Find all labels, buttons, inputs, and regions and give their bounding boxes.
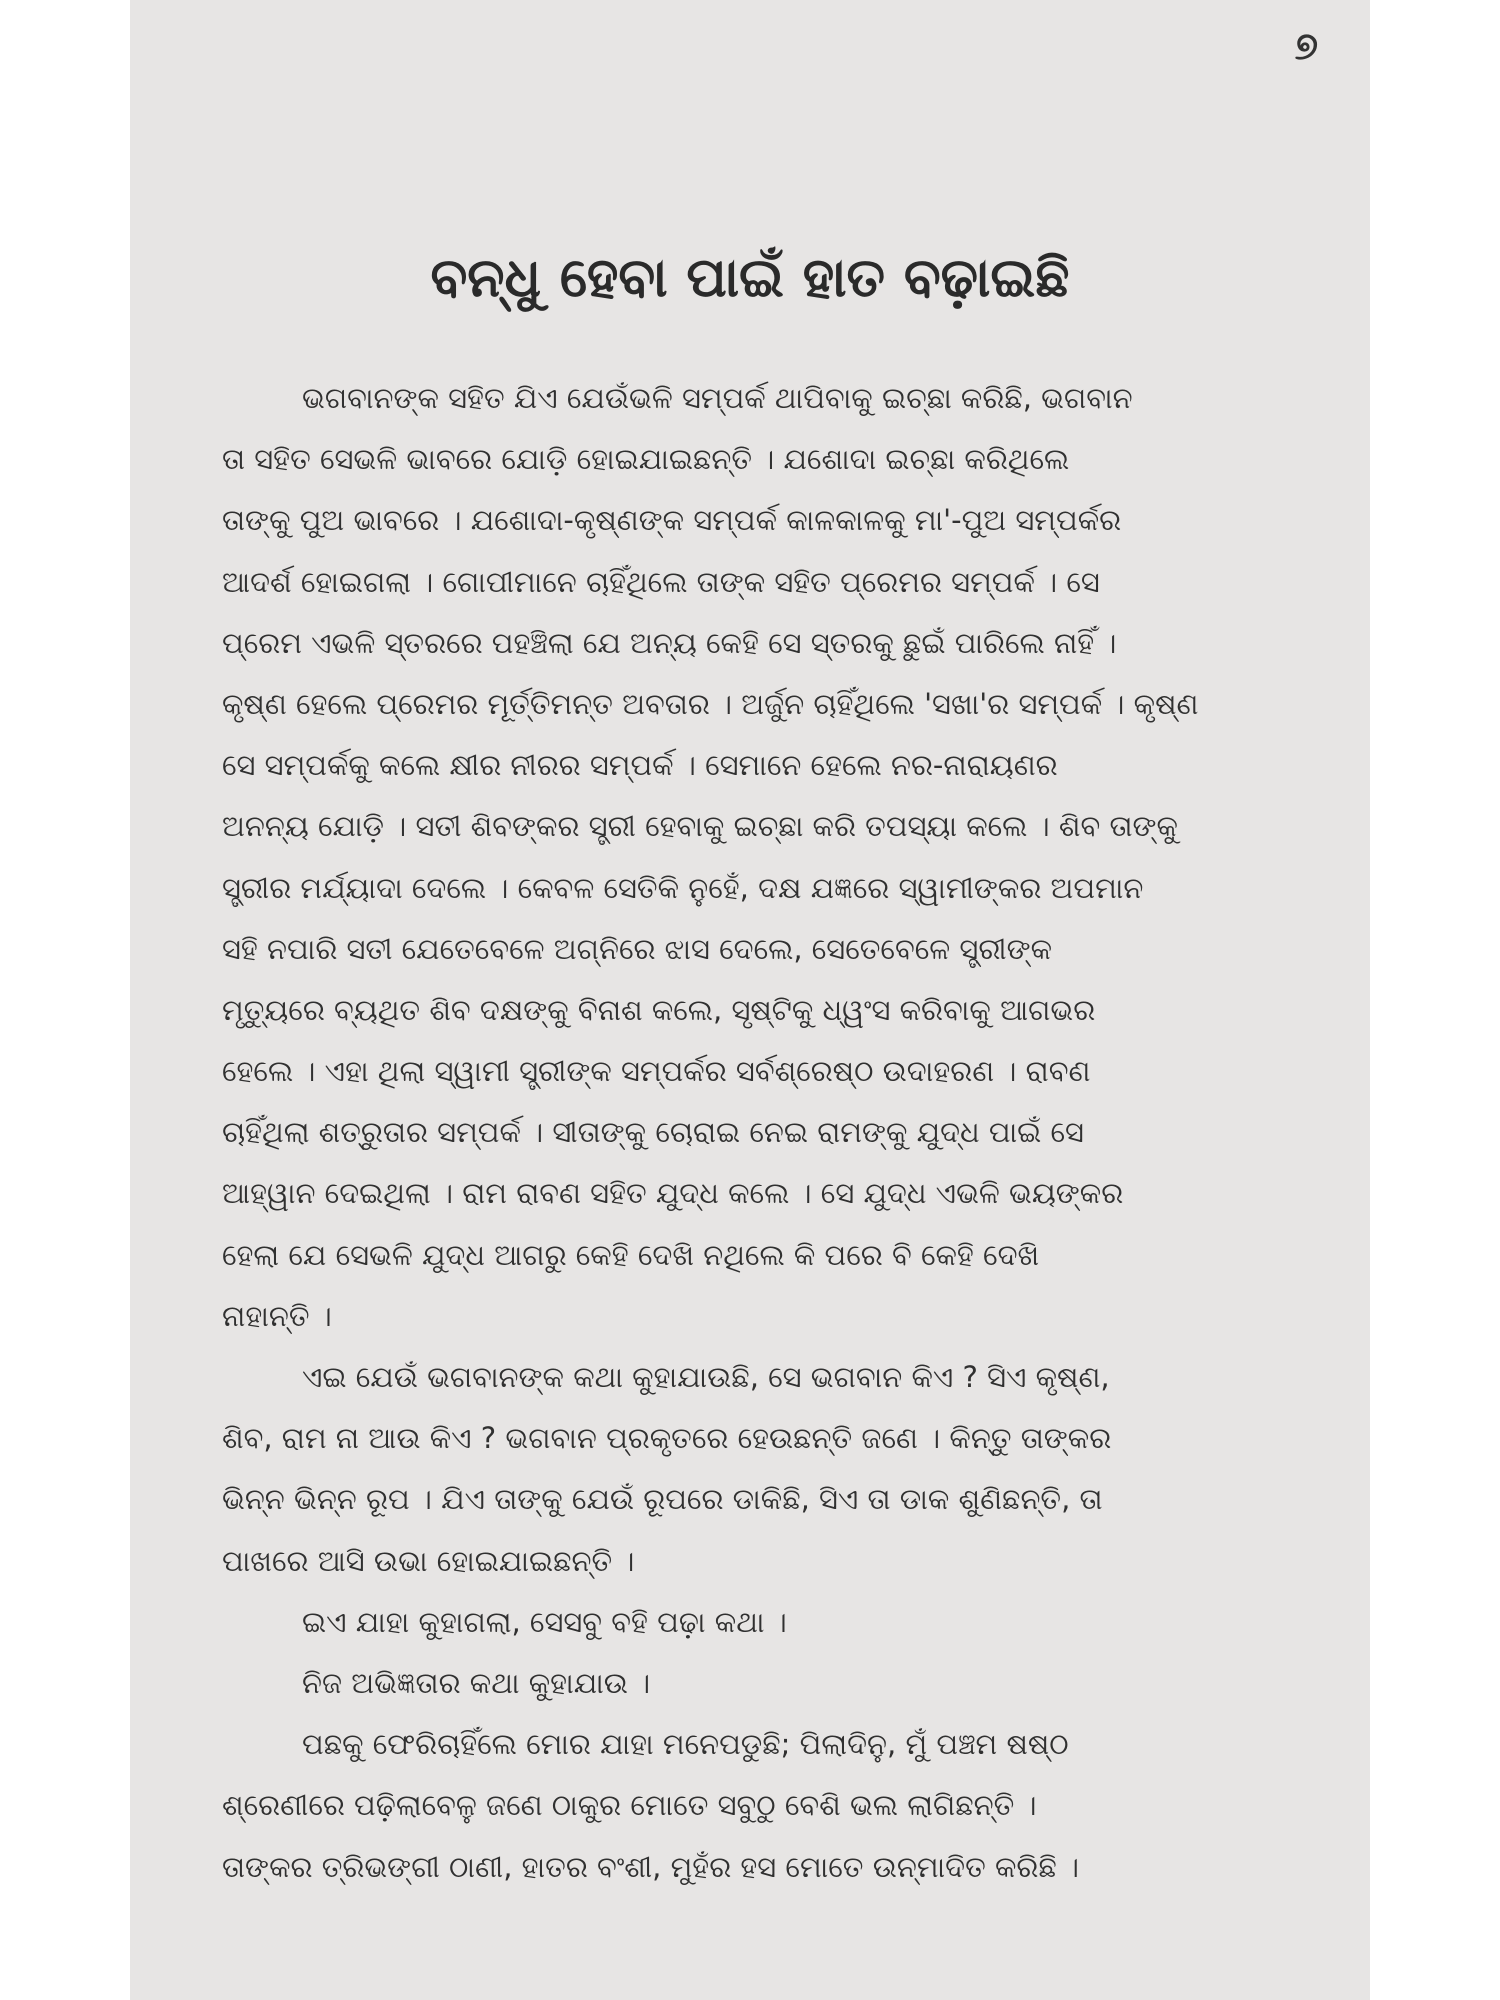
text-line: ପଛକୁ ଫେରିଚାହିଁଲେ ମୋର ଯାହା ମନେପଡୁଛି; ପିଲାଦିନୁ, ମୁଁ ପଞ୍ଚମ ଷଷ୍ଠ: [302, 1727, 1069, 1762]
text-line: ନାହାନ୍ତି ।: [222, 1298, 332, 1333]
chapter-title: ବନ୍ଧୁ ହେବା ପାଇଁ ହାତ ବଢ଼ାଇଛି: [430, 246, 1070, 309]
text-line: ହେଲେ । ଏହା ଥିଲା ସ୍ୱାମୀ ସ୍ତ୍ରୀଙ୍କ ସମ୍ପର୍କର ସର୍ବଶ୍ରେଷ୍ଠ ଉଦାହରଣ । ରାବଣ: [222, 1054, 1091, 1089]
text-line: ଅନନ୍ୟ ଯୋଡ଼ି । ସତୀ ଶିବଙ୍କର ସ୍ତ୍ରୀ ହେବାକୁ ଇଚ୍ଛା କରି ତପସ୍ୟା କଲେ । ଶିବ ତାଙ୍କୁ: [222, 809, 1178, 844]
text-line: ତାଙ୍କର ତ୍ରିଭଙ୍ଗୀ ଠାଣୀ, ହାତର ବଂଶୀ, ମୁହଁର ହସ ମୋତେ ଉନ୍ମାଦିତ କରିଛି ।: [222, 1849, 1080, 1884]
text-line: ତା ସହିତ ସେଭଳି ଭାବରେ ଯୋଡ଼ି ହୋଇଯାଇଛନ୍ତି । ଯଶୋଦା ଇଚ୍ଛା କରିଥିଲେ: [222, 442, 1070, 477]
text-line: ଭଗବାନଙ୍କ ସହିତ ଯିଏ ଯେଉଁଭଳି ସମ୍ପର୍କ ଥାପିବାକୁ ଇଚ୍ଛା କରିଛି, ଭଗବାନ: [302, 381, 1133, 415]
text-line: ଆଦର୍ଶ ହୋଇଗଲା । ଗୋପୀମାନେ ଚାହିଁଥିଲେ ତାଙ୍କ ସହିତ ପ୍ରେମର ସମ୍ପର୍କ । ସେ: [222, 564, 1100, 599]
text-line: ପାଖରେ ଆସି ଉଭା ହୋଇଯାଇଛନ୍ତି ।: [222, 1543, 635, 1578]
text-line: ପ୍ରେମ ଏଭଳି ସ୍ତରରେ ପହଞ୍ଚିଲା ଯେ ଅନ୍ୟ କେହି ସେ ସ୍ତରକୁ ଛୁଇଁ ପାରିଲେ ନାହିଁ ।: [222, 625, 1117, 660]
text-line: ଭିନ୍ନ ଭିନ୍ନ ରୂପ । ଯିଏ ତାଙ୍କୁ ଯେଉଁ ରୂପରେ ଡାକିଛି, ସିଏ ତା ଡାକ ଶୁଣିଛନ୍ତି, ତା: [222, 1482, 1103, 1517]
text-line: ଚାହିଁଥିଲା ଶତ୍ରୁତାର ସମ୍ପର୍କ । ସୀତାଙ୍କୁ ଚୋରାଇ ନେଇ ରାମଙ୍କୁ ଯୁଦ୍ଧ ପାଇଁ ସେ: [222, 1115, 1084, 1150]
body-text: [222, 368, 1312, 1898]
text-line: ନିଜ ଅଭିଜ୍ଞତାର କଥା କୁହାଯାଉ ।: [302, 1665, 651, 1700]
text-line: ଇଏ ଯାହା କୁହାଗଲା, ସେସବୁ ବହି ପଢ଼ା କଥା ।: [302, 1604, 787, 1639]
text-line: ତାଙ୍କୁ ପୁଅ ଭାବରେ । ଯଶୋଦା-କୃଷ୍ଣଙ୍କ ସମ୍ପର୍କ କାଳକାଳକୁ ମା'-ପୁଅ ସମ୍ପର୍କର: [222, 503, 1122, 538]
text-line: କୃଷ୍ଣ ହେଲେ ପ୍ରେମର ମୂର୍ତ୍ତିମନ୍ତ ଅବତାର । ଅର୍ଜୁନ ଚାହିଁଥିଲେ 'ସଖା'ର ସମ୍ପର୍କ । କୃଷ୍ଣ: [222, 686, 1199, 721]
text-line: ହେଲା ଯେ ସେଭଳି ଯୁଦ୍ଧ ଆଗରୁ କେହି ଦେଖି ନଥିଲେ କି ପରେ ବି କେହି ଦେଖି: [222, 1237, 1040, 1272]
text-line: ସ୍ତ୍ରୀର ମର୍ଯ୍ୟାଦା ଦେଲେ । କେବଳ ସେତିକି ନୁହେଁ, ଦକ୍ଷ ଯଜ୍ଞରେ ସ୍ୱାମୀଙ୍କର ଅପମାନ: [222, 870, 1144, 905]
text-line: ଶିବ, ରାମ ନା ଆଉ କିଏ ? ଭଗବାନ ପ୍ରକୃତରେ ହେଉଛନ୍ତି ଜଣେ । କିନ୍ତୁ ତାଙ୍କର: [222, 1421, 1112, 1456]
text-line: ଆହ୍ୱାନ ଦେଇଥିଲା । ରାମ ରାବଣ ସହିତ ଯୁଦ୍ଧ କଲେ । ସେ ଯୁଦ୍ଧ ଏଭଳି ଭୟଙ୍କର: [222, 1176, 1124, 1211]
book-page: [130, 0, 1370, 2000]
text-line: ମୃତ୍ୟୁରେ ବ୍ୟଥିତ ଶିବ ଦକ୍ଷଙ୍କୁ ବିନାଶ କଲେ, ସୃଷ୍ଟିକୁ ଧ୍ୱଂସ କରିବାକୁ ଆଗଭର: [222, 992, 1096, 1027]
page-number: ୭: [1294, 24, 1318, 68]
text-line: ସହି ନପାରି ସତୀ ଯେତେବେଳେ ଅଗ୍ନିରେ ଝାସ ଦେଲେ, ସେତେବେଳେ ସ୍ତ୍ରୀଙ୍କ: [222, 931, 1053, 966]
text-line: ଏଇ ଯେଉଁ ଭଗବାନଙ୍କ କଥା କୁହାଯାଉଛି, ସେ ଭଗବାନ କିଏ ? ସିଏ କୃଷ୍ଣ,: [302, 1360, 1110, 1394]
text-line: ସେ ସମ୍ପର୍କକୁ କଲେ କ୍ଷୀର ନୀରର ସମ୍ପର୍କ । ସେମାନେ ହେଲେ ନର-ନାରାୟଣର: [222, 748, 1058, 783]
text-line: ଶ୍ରେଣୀରେ ପଢ଼ିଲାବେଳୁ ଜଣେ ଠାକୁର ମୋତେ ସବୁଠୁ ବେଶି ଭଲ ଲାଗିଛନ୍ତି ।: [222, 1788, 1037, 1823]
